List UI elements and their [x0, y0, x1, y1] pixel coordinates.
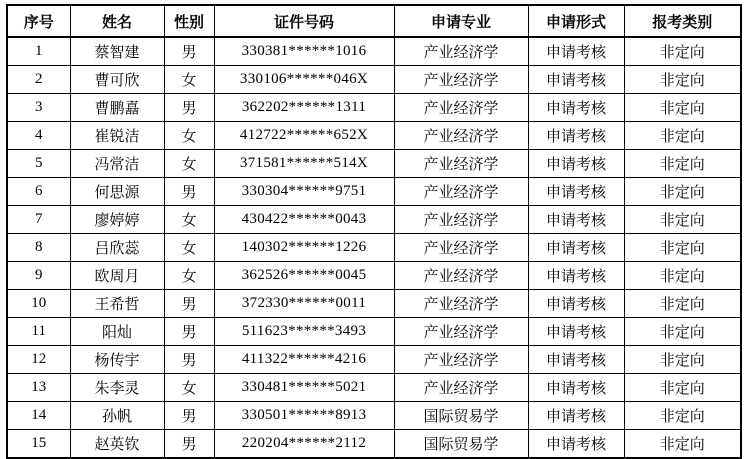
table-row [7, 122, 741, 150]
column-header-name: 姓名 [70, 5, 164, 37]
table-cell: 崔锐洁 [70, 122, 164, 150]
table-cell: 2 [7, 66, 70, 94]
table-cell: 产业经济学 [394, 206, 528, 234]
table-cell: 430422******0043 [214, 206, 394, 234]
table-cell: 产业经济学 [394, 37, 528, 66]
column-header-index: 序号 [7, 5, 70, 37]
table-cell: 非定向 [624, 178, 741, 206]
table-cell: 产业经济学 [394, 318, 528, 346]
column-header-category: 报考类别 [624, 5, 741, 37]
table-row [7, 206, 741, 234]
table-row [7, 37, 741, 66]
table-cell: 申请考核 [528, 234, 624, 262]
table-cell: 非定向 [624, 290, 741, 318]
table-cell: 220204******2112 [214, 430, 394, 459]
table-cell: 产业经济学 [394, 262, 528, 290]
table-row [7, 290, 741, 318]
table-cell: 330501******8913 [214, 402, 394, 430]
table-cell: 申请考核 [528, 206, 624, 234]
table-cell: 朱李灵 [70, 374, 164, 402]
table-cell: 371581******514X [214, 150, 394, 178]
table-cell: 8 [7, 234, 70, 262]
table-cell: 非定向 [624, 37, 741, 66]
table-cell: 杨传宇 [70, 346, 164, 374]
table-cell: 申请考核 [528, 66, 624, 94]
table-cell: 12 [7, 346, 70, 374]
table-cell: 非定向 [624, 66, 741, 94]
table-cell: 330381******1016 [214, 37, 394, 66]
table-cell: 非定向 [624, 374, 741, 402]
table-cell: 5 [7, 150, 70, 178]
table-row [7, 402, 741, 430]
table-cell: 男 [164, 346, 214, 374]
table-cell: 申请考核 [528, 178, 624, 206]
table-cell: 362526******0045 [214, 262, 394, 290]
table-cell: 411322******4216 [214, 346, 394, 374]
table-cell: 330304******9751 [214, 178, 394, 206]
table-cell: 王希哲 [70, 290, 164, 318]
table-cell: 男 [164, 94, 214, 122]
table-cell: 申请考核 [528, 37, 624, 66]
table-cell: 非定向 [624, 234, 741, 262]
table-row [7, 94, 741, 122]
table-cell: 非定向 [624, 94, 741, 122]
table-cell: 申请考核 [528, 94, 624, 122]
table-row [7, 234, 741, 262]
table-cell: 申请考核 [528, 374, 624, 402]
table-cell: 蔡智建 [70, 37, 164, 66]
table-cell: 9 [7, 262, 70, 290]
table-cell: 申请考核 [528, 402, 624, 430]
table-cell: 男 [164, 37, 214, 66]
table-cell: 4 [7, 122, 70, 150]
table-row [7, 178, 741, 206]
table-cell: 372330******0011 [214, 290, 394, 318]
table-row [7, 150, 741, 178]
table-cell: 曹可欣 [70, 66, 164, 94]
table-cell: 非定向 [624, 430, 741, 459]
table-cell: 女 [164, 206, 214, 234]
table-cell: 产业经济学 [394, 150, 528, 178]
column-header-gender: 性别 [164, 5, 214, 37]
table-cell: 330106******046X [214, 66, 394, 94]
table-cell: 女 [164, 150, 214, 178]
table-cell: 11 [7, 318, 70, 346]
table-cell: 孙帆 [70, 402, 164, 430]
table-cell: 产业经济学 [394, 178, 528, 206]
table-row [7, 374, 741, 402]
table-cell: 非定向 [624, 122, 741, 150]
table-cell: 男 [164, 430, 214, 459]
table-cell: 女 [164, 66, 214, 94]
table-cell: 15 [7, 430, 70, 459]
table-cell: 511623******3493 [214, 318, 394, 346]
table-cell: 曹鹏嚞 [70, 94, 164, 122]
table-body [7, 37, 741, 458]
table-cell: 14 [7, 402, 70, 430]
table-cell: 冯常洁 [70, 150, 164, 178]
table-cell: 7 [7, 206, 70, 234]
table-cell: 非定向 [624, 402, 741, 430]
table-cell: 何思源 [70, 178, 164, 206]
table-row [7, 262, 741, 290]
table-cell: 产业经济学 [394, 346, 528, 374]
table-cell: 国际贸易学 [394, 402, 528, 430]
table-cell: 1 [7, 37, 70, 66]
table-row [7, 430, 741, 459]
table-cell: 330481******5021 [214, 374, 394, 402]
table-cell: 申请考核 [528, 150, 624, 178]
table-cell: 欧周月 [70, 262, 164, 290]
table-cell: 申请考核 [528, 122, 624, 150]
table-cell: 男 [164, 402, 214, 430]
table-cell: 产业经济学 [394, 94, 528, 122]
table-cell: 6 [7, 178, 70, 206]
table-cell: 产业经济学 [394, 66, 528, 94]
table-cell: 362202******1311 [214, 94, 394, 122]
table-cell: 阳灿 [70, 318, 164, 346]
table-cell: 男 [164, 290, 214, 318]
applicants-table [6, 4, 742, 459]
table-cell: 申请考核 [528, 318, 624, 346]
table-cell: 申请考核 [528, 346, 624, 374]
table-cell: 申请考核 [528, 262, 624, 290]
table-cell: 产业经济学 [394, 374, 528, 402]
table-cell: 女 [164, 262, 214, 290]
table-cell: 女 [164, 234, 214, 262]
table-cell: 女 [164, 374, 214, 402]
table-cell: 赵英钦 [70, 430, 164, 459]
table-cell: 申请考核 [528, 430, 624, 459]
table-cell: 申请考核 [528, 290, 624, 318]
table-cell: 3 [7, 94, 70, 122]
table-cell: 产业经济学 [394, 122, 528, 150]
table-cell: 国际贸易学 [394, 430, 528, 459]
table-cell: 非定向 [624, 150, 741, 178]
table-cell: 男 [164, 178, 214, 206]
table-row [7, 346, 741, 374]
table-cell: 非定向 [624, 318, 741, 346]
table-cell: 140302******1226 [214, 234, 394, 262]
table-cell: 女 [164, 122, 214, 150]
table-header-row [7, 5, 741, 37]
table-row [7, 66, 741, 94]
table-cell: 产业经济学 [394, 234, 528, 262]
table-cell: 非定向 [624, 262, 741, 290]
table-cell: 10 [7, 290, 70, 318]
table-row [7, 318, 741, 346]
column-header-id-number: 证件号码 [214, 5, 394, 37]
column-header-major: 申请专业 [394, 5, 528, 37]
column-header-apply-form: 申请形式 [528, 5, 624, 37]
table-cell: 男 [164, 318, 214, 346]
table-cell: 非定向 [624, 206, 741, 234]
table-cell: 13 [7, 374, 70, 402]
table-cell: 非定向 [624, 346, 741, 374]
table-cell: 产业经济学 [394, 290, 528, 318]
table-cell: 吕欣蕊 [70, 234, 164, 262]
table-cell: 412722******652X [214, 122, 394, 150]
table-cell: 廖婷婷 [70, 206, 164, 234]
